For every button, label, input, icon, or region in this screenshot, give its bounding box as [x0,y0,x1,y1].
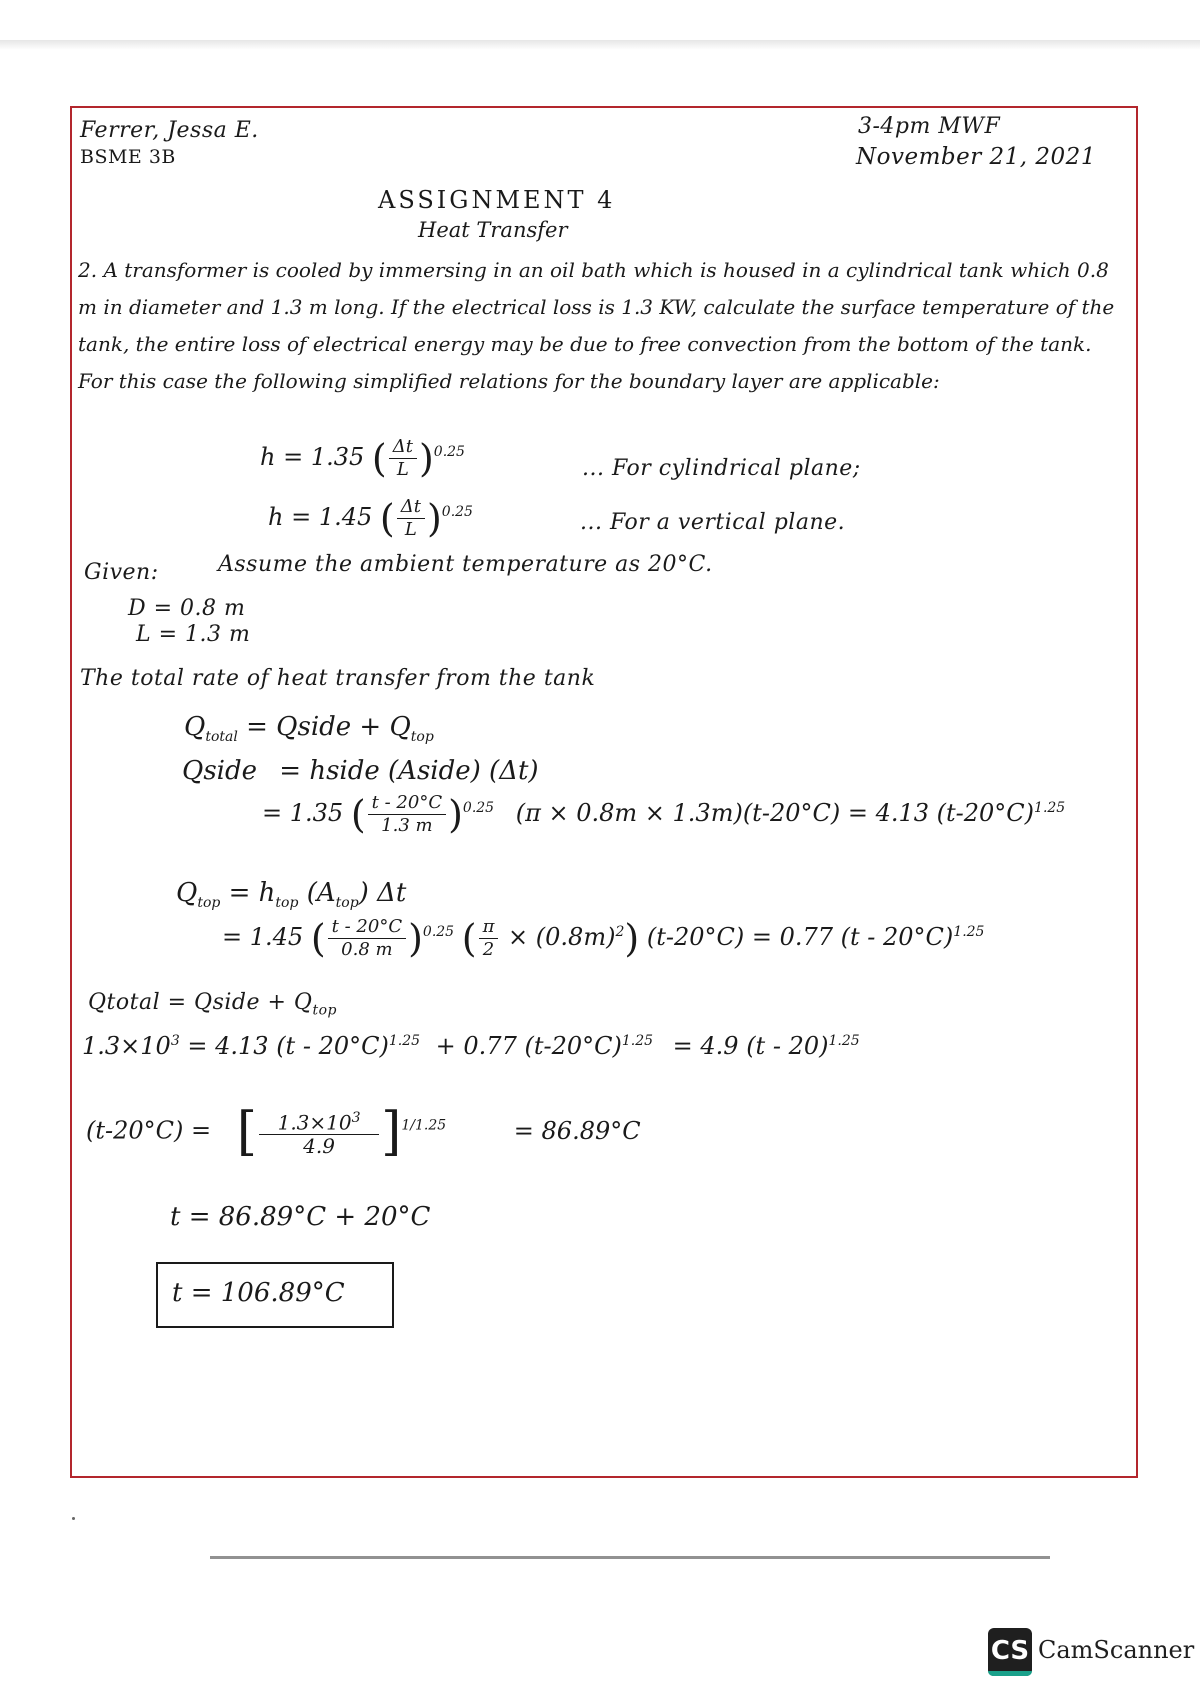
solve-lhs: (t-20°C) = [86,1116,212,1145]
qside-den: 1.3 m [381,815,433,836]
qtop-rhs-end: ) Δt [358,878,407,908]
eq-plus: + 0.77 (t-20°C) [435,1032,622,1060]
qtop-rhs-sub: top [275,895,299,912]
solve-exp: 1/1.25 [401,1117,447,1134]
qtop-area-den: 2 [482,939,495,960]
relation-cylindrical: h = 1.35 ( $\frac{\Delta t}{L}$ )$^{0.25}$ [260,436,465,481]
qside-expansion: = 1.35 ( $\frac{t - 20^\circ C}{1.3 m}$ )$^{0.25}$ (π × 0.8m × 1.3m)(t-20°C) = 4.13 $(t-20^\circ C)^{1.25}$ [262,792,1066,837]
qtop-rhs: = h [228,878,276,908]
eq-lhs-exp: 3 [170,1033,180,1049]
qside-definition [182,756,539,786]
given-length: L = 1.3 m [136,622,251,647]
assignment-title: ASSIGNMENT 4 [378,186,616,214]
qside-coef: = 1.35 [262,799,344,827]
eq-plus-exp: 1.25 [621,1033,654,1049]
solve-den: 4.9 [303,1133,335,1158]
qtotal-rhs: = Qside + Q [246,712,411,742]
qtotal2-sub: top [312,1002,337,1019]
qtop-rhs-tail: (A [306,878,336,908]
qtop-area-tail: × (0.8m) [508,923,616,951]
qtop-area-num: π [479,916,499,939]
relation2-exp: 0.25 [441,504,473,520]
eq-rhs-exp: 1.25 [828,1033,860,1049]
qtop-coef: = 1.45 [222,923,304,951]
camscanner-logo-icon: CS [988,1628,1032,1676]
relation2-num: Δt [397,496,425,519]
qside-rhs: = hside (Aside) (Δt) [279,756,539,786]
energy-balance-equation [82,1032,860,1060]
qtop-lhs-sub: top [197,895,221,912]
solve-num: 1.3×10 [277,1110,352,1135]
qtop-lhs: Q [176,878,198,908]
qside-area: (π × 0.8m × 1.3m)(t-20°C) = 4.13 (t-20°C) [515,799,1035,827]
solve-num-exp: 3 [351,1110,361,1127]
eq-mid: = 4.13 (t - 20°C) [187,1032,389,1060]
qtop-num: t - 20°C [328,916,406,939]
solve-equation: (t-20°C) = [ $\frac{1.3\times 10^3}{4.9}$ ]$^{1/1.25}$ = 86.89°C [86,1102,641,1162]
final-answer: t = 106.89°C [172,1278,345,1308]
relation2-den: L [404,519,417,540]
given-diameter: D = 0.8 m [128,596,246,621]
qtop-result: (t-20°C) = 0.77 (t - 20°C) [646,923,954,951]
qside-num: t - 20°C [368,792,446,815]
qside-lhs: Qside [182,756,258,786]
relation1-lhs: h = 1.35 [260,443,365,471]
qside-result-exp: 1.25 [1034,800,1066,816]
qtop-rhs-tail-sub: top [335,895,359,912]
qtotal-lhs-sub: total [205,729,238,746]
qtop-expansion: = 1.45 ( $\frac{t - 20^\circ C}{0.8 m}$ )$^{0.25}$ ( $\frac{\pi}{2}$ × $(0.8m)^2$) (t-20°C) = 0.77 (t - 20°C)$^{1.25}$ [222,916,985,961]
relation1-exp: 0.25 [433,444,465,460]
scan-shadow-top [0,40,1200,50]
relation-vertical: h = 1.45 ( $\frac{\Delta t}{L}$ )$^{0.25}$ [268,496,473,541]
student-section: BSME 3B [80,146,176,168]
qtotal-equation [184,712,434,745]
solution-intro: The total rate of heat transfer from the tank [80,666,596,691]
qtotal-restated [88,990,337,1018]
submission-date: November 21, 2021 [856,144,1096,170]
relation1-num: Δt [389,436,417,459]
qtop-result-exp: 1.25 [953,924,985,940]
ambient-assumption: Assume the ambient temperature as 20°C. [218,552,713,577]
camscanner-watermark: CamScanner [1038,1636,1195,1664]
qtotal-rhs-sub: top [410,729,434,746]
given-label: Given: [84,560,159,585]
qtop-den: 0.8 m [341,939,393,960]
relation1-note: ... For cylindrical plane; [582,456,861,481]
solve-rhs: = 86.89°C [513,1116,641,1145]
qtop-exp: 0.25 [422,924,455,940]
eq-lhs: 1.3×10 [82,1032,171,1060]
qside-exp: 0.25 [462,800,495,816]
scan-dot [72,1517,75,1520]
problem-statement: 2. A transformer is cooled by immersing in an oil bath which is housed in a cylindrical tank which 0.8 m in diameter and 1.3 m long. If the electrical loss is 1.3 KW, calculate the surface temperature of the tank, the entire loss of electrical energy may be due to free convection from the bottom of the tank. For this case the following simplified relations for the boundary layer are applicable: [78,258,1115,393]
qtop-definition [176,878,406,911]
assignment-subtitle: Heat Transfer [418,218,568,242]
relation2-lhs: h = 1.45 [268,503,373,531]
eq-rhs: = 4.9 (t - 20) [672,1032,829,1060]
qtop-area-sq: 2 [615,924,625,940]
relation2-note: ... For a vertical plane. [580,510,846,535]
class-schedule: 3-4pm MWF [858,114,1001,139]
student-name: Ferrer, Jessa E. [80,118,259,143]
relation1-den: L [396,459,409,480]
scan-shadow-bottom [210,1556,1050,1559]
eq-mid-exp: 1.25 [388,1033,421,1049]
qtotal-lhs: Q [184,712,206,742]
qtotal2-text: Qtotal = Qside + Q [88,990,313,1015]
temperature-sum: t = 86.89°C + 20°C [170,1202,431,1232]
